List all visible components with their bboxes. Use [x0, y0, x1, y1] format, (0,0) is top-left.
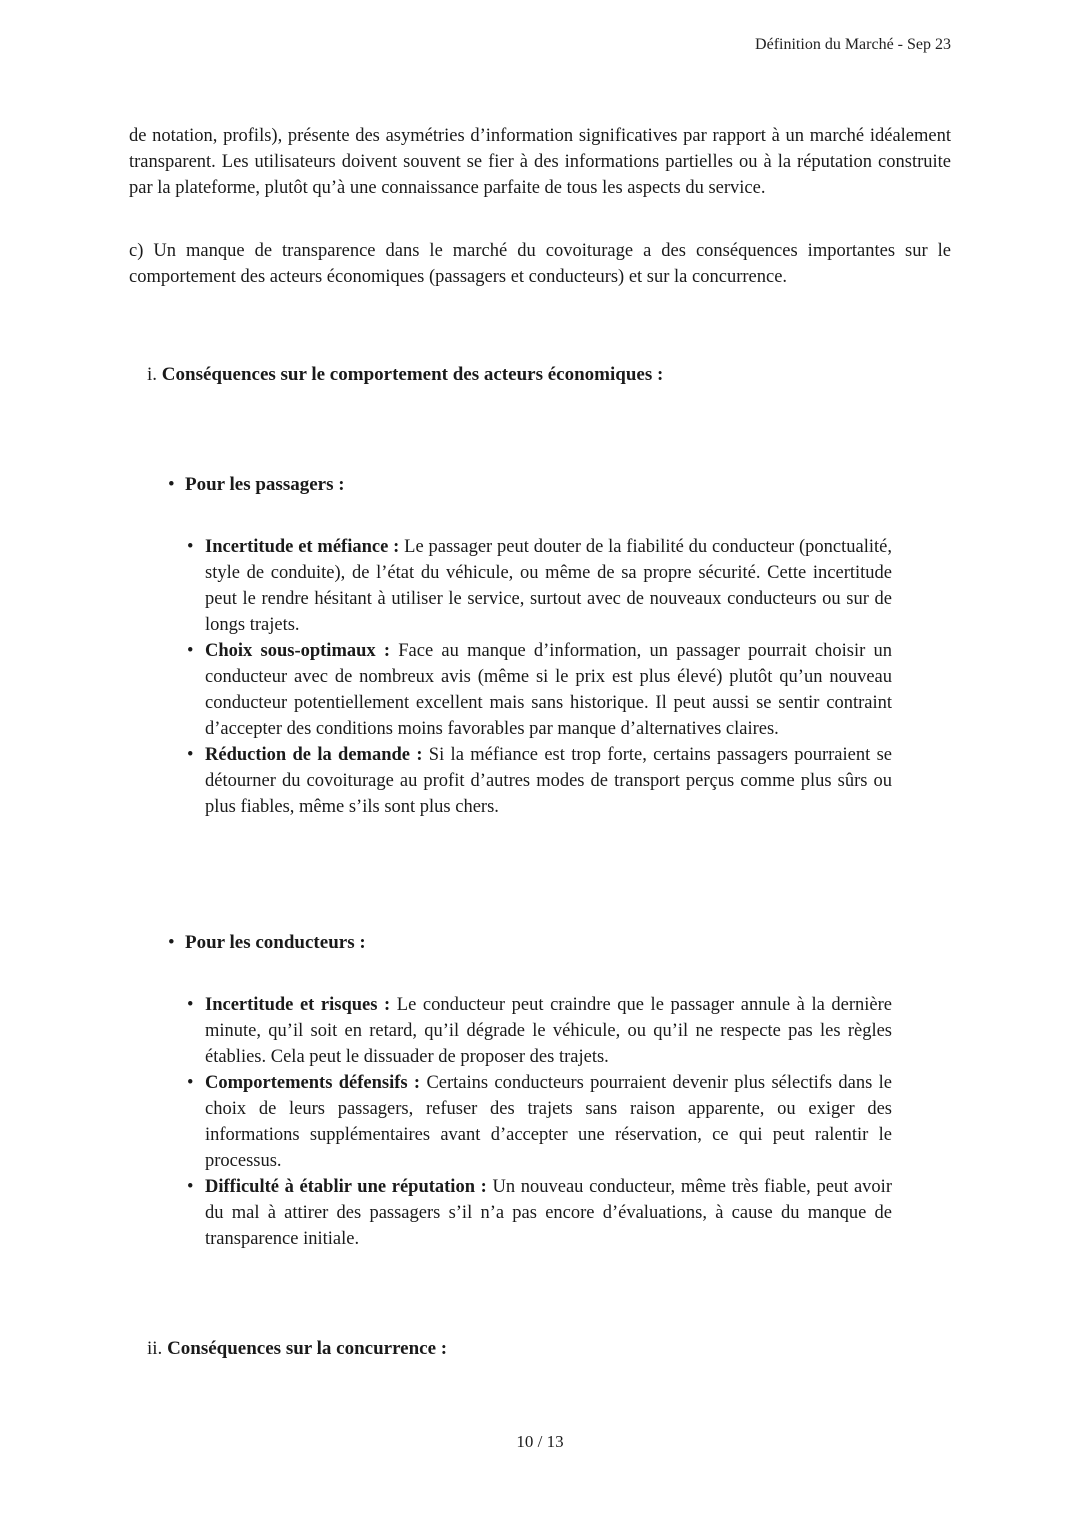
- item-term: Choix sous-optimaux :: [205, 641, 391, 661]
- passagers-list: [187, 534, 892, 820]
- item-text: Un nouveau conducteur, même très fiable, peut avoir du mal à attirer des passagers s’il n’a pas encore d’évaluations, à cause du manque de transparence initiale.: [205, 1177, 892, 1249]
- item-text: Face au manque d’information, un passager pourrait choisir un conducteur avec de nombreux avis (même si le prix est plus élevé) plutôt qu’un nouveau conducteur potentiellement excellent mais sans historique. Il peut aussi se sentir contraint d’accepter des conditions moins favorables par manque d’alternatives claires.: [205, 641, 892, 739]
- bullet-icon: •: [168, 474, 175, 495]
- conducteurs-list: [187, 992, 892, 1252]
- item-text: Certains conducteurs pourraient devenir plus sélectifs dans le choix de leurs passagers, refuser des trajets sans raison apparente, ou exiger des informations supplémentaires avant d’accepter une réservation, ce qui peut ralentir le processus.: [205, 1073, 893, 1171]
- item-text: Le conducteur peut craindre que le passager annule à la dernière minute, qu’il soit en retard, qu’il dégrade le véhicule, ou qu’il ne respecte pas les règles établies. Cela peut le dissuader de proposer des trajets.: [205, 995, 892, 1067]
- list-item: [187, 742, 892, 820]
- bullet-icon: •: [187, 537, 194, 557]
- bullet-icon: •: [187, 995, 194, 1015]
- group-passagers-title: [168, 472, 345, 498]
- bullet-icon: •: [187, 745, 194, 765]
- running-header: Définition du Marché - Sep 23: [755, 36, 951, 53]
- bullet-icon: •: [187, 1073, 194, 1093]
- paragraph-continuation: de notation, profils), présente des asymétries d’information significatives par rapport à un marché idéalement transparent. Les utilisateurs doivent souvent se fier à des informations partielles ou à la réputation construite par la plateforme, plutôt qu’à une connaissance parfaite de tous les aspects du service.: [129, 126, 951, 198]
- list-item: [187, 638, 892, 742]
- section-i-title: Conséquences sur le comportement des acteurs économiques :: [161, 364, 664, 385]
- group-passagers-label: Pour les passagers :: [185, 474, 345, 495]
- bullet-icon: •: [187, 641, 194, 661]
- item-text: Si la méfiance est trop forte, certains passagers pourraient se détourner du covoiturage au profit d’autres modes de transport perçus comme plus sûrs ou plus fiables, même s’ils sont plus chers.: [205, 745, 892, 817]
- group-conducteurs-label: Pour les conducteurs :: [185, 932, 366, 953]
- section-ii-number: ii.: [147, 1338, 163, 1359]
- list-item: [187, 534, 892, 638]
- list-item: [187, 992, 892, 1070]
- list-item: [187, 1174, 892, 1252]
- bullet-icon: •: [168, 932, 175, 953]
- item-term: Incertitude et risques :: [205, 995, 391, 1015]
- item-text: Le passager peut douter de la fiabilité du conducteur (ponctualité, style de conduite), de l’état du véhicule, ou même de sa propre sécurité. Cette incertitude peut le rendre hésitant à utiliser le service, surtout avec de nouveaux conducteurs ou sur de longs trajets.: [205, 537, 893, 635]
- section-ii-title: Conséquences sur la concurrence :: [167, 1338, 448, 1359]
- bullet-icon: •: [187, 1177, 194, 1197]
- item-term: Réduction de la demande :: [205, 745, 423, 765]
- list-item: [187, 1070, 892, 1174]
- paragraph-c: c) Un manque de transparence dans le marché du covoiturage a des conséquences importantes sur le comportement des acteurs économiques (passagers et conducteurs) et sur la concurrence.: [129, 241, 951, 287]
- section-i-number: i.: [147, 364, 158, 385]
- section-ii-heading: [147, 1336, 447, 1362]
- section-i-heading: [147, 362, 663, 388]
- item-term: Difficulté à établir une réputation :: [205, 1177, 487, 1197]
- page-number: 10 / 13: [516, 1432, 564, 1451]
- item-term: Comportements défensifs :: [205, 1073, 421, 1093]
- group-conducteurs-title: [168, 930, 366, 956]
- item-term: Incertitude et méfiance :: [205, 537, 400, 557]
